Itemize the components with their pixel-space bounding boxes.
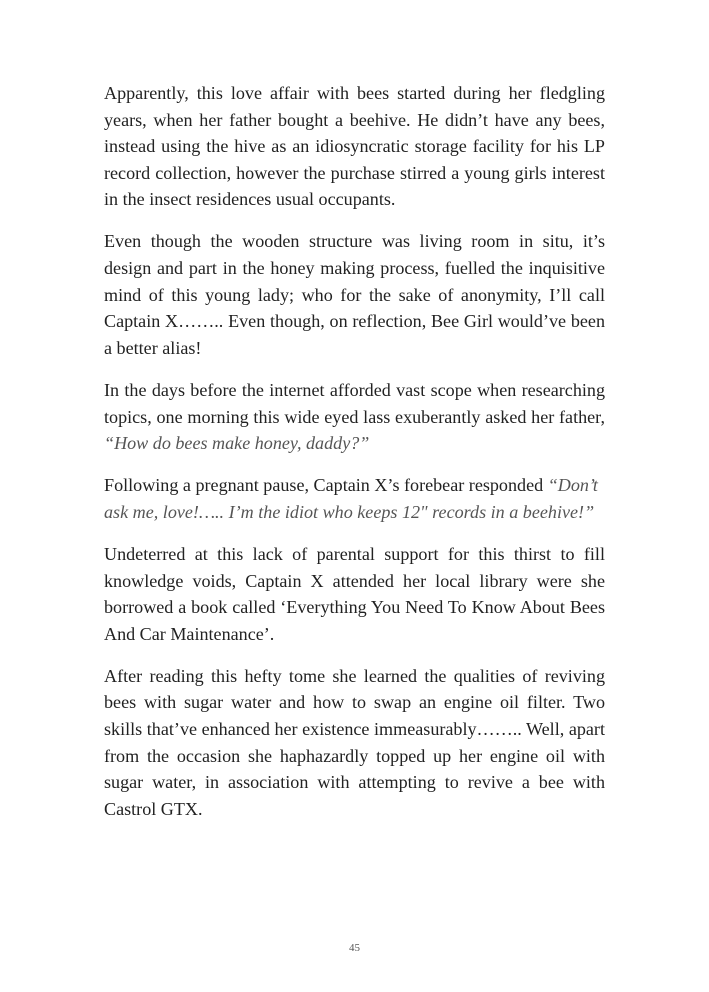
- page-body: [104, 80, 605, 838]
- paragraph-4: [104, 472, 605, 525]
- paragraph-3-quote: “How do bees make honey, daddy?”: [104, 433, 370, 454]
- page-number: 45: [349, 942, 360, 954]
- paragraph-4-quote: “Don’t ask me, love!….. I’m the idiot who keeps 12" records in a beehive!”: [104, 475, 598, 522]
- paragraph-3-text: In the days before the internet afforded vast scope when researching topics, one morning this wide eyed lass exuberantly asked her father,: [104, 379, 605, 427]
- paragraph-2-text: Even though the wooden structure was living room in situ, it’s design and part in the honey making process, fuelled the inquisitive mind of this young lady; who for the sake of anonymity, I’ll call Captain X…….. Even though, on reflection, Bee Girl would’ve been a better alias!: [104, 231, 605, 358]
- paragraph-1-text: Apparently, this love affair with bees started during her fledgling years, when her father bought a beehive. He didn’t have any bees, instead using the hive as an idiosyncratic storage facility for his LP record collection, however the purchase stirred a young girls interest in the insect residences usual occupants.: [104, 83, 605, 210]
- paragraph-6: [104, 663, 605, 823]
- paragraph-6-text: After reading this hefty tome she learned the qualities of reviving bees with sugar water and how to swap an engine oil filter. Two skills that’ve enhanced her existence immeasurably…….. Well, apart from the occasion she haphazardly topped up her engine oil with sugar water, in association with attempting to revive a bee with Castrol GTX.: [104, 665, 605, 819]
- paragraph-5: [104, 541, 605, 647]
- paragraph-3: [104, 377, 605, 457]
- paragraph-5-text: Undeterred at this lack of parental support for this thirst to fill knowledge voids, Captain X attended her local library were she borrowed a book called ‘Everything You Need To Know About Bees And Car Maintenance’.: [104, 543, 605, 644]
- paragraph-2: [104, 228, 605, 361]
- paragraph-1: [104, 80, 605, 213]
- paragraph-4-text: Following a pregnant pause, Captain X’s forebear responded: [104, 475, 544, 496]
